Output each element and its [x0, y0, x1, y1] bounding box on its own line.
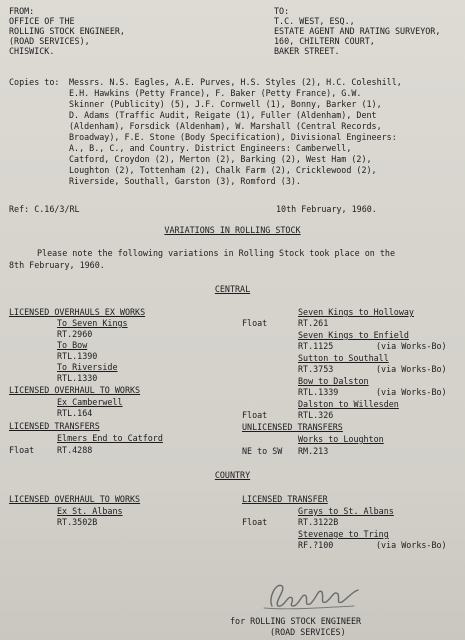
route: Stevenage to Tring	[298, 529, 389, 539]
copies-line: D. Adams (Traffic Audit, Reigate (1), Fuller (Aldenham), Dent	[69, 110, 377, 120]
origin: Ex Camberwell	[57, 397, 123, 407]
copies-line: Messrs. N.S. Eagles, A.E. Purves, H.S. Styles (2), H.C. Coleshill,	[69, 77, 402, 87]
intro-line: 8th February, 1960.	[9, 260, 105, 270]
vehicle-number: RT.3122B	[298, 517, 339, 527]
vehicle-number: RT.3753	[298, 364, 334, 374]
vehicle-number: RT.2960	[57, 329, 93, 339]
route: Elmers End to Catford	[57, 433, 163, 443]
date: 10th February, 1960.	[276, 204, 377, 214]
from-line: CHISWICK.	[9, 46, 55, 56]
document-title: VARIATIONS IN ROLLING STOCK	[164, 225, 301, 235]
destination: To Riverside	[57, 362, 118, 372]
from-line: (ROAD SERVICES),	[9, 36, 90, 46]
float-label: Float	[242, 318, 268, 328]
from-line: FROM:	[9, 6, 35, 16]
route: Seven Kings to Enfield	[298, 330, 409, 340]
copies-line: (Aldenham), Forsdick (Aldenham), W. Marshall (Central Records,	[69, 121, 382, 131]
to-line: TO:	[274, 6, 290, 16]
copies-line: Broadway), F.E. Stone (Body Specification), Divisional Engineers:	[69, 132, 397, 142]
vehicle-number: RTL.326	[298, 410, 334, 420]
reference: Ref: C.16/3/RL	[9, 204, 80, 214]
vehicle-number: RM.213	[298, 446, 329, 456]
overhauls-heading: LICENSED OVERHAULS EX WORKS	[9, 307, 146, 317]
signature-line: (ROAD SERVICES)	[270, 627, 346, 637]
to-line: 160, CHILTERN COURT,	[274, 36, 375, 46]
to-line: BAKER STREET.	[274, 46, 340, 56]
vehicle-number: RTL.1339	[298, 387, 339, 397]
float-label: Float	[242, 517, 268, 527]
to-line: ESTATE AGENT AND RATING SURVEYOR,	[274, 26, 441, 36]
float-label: Float	[9, 445, 35, 455]
vehicle-number: RT.1125	[298, 341, 334, 351]
central-heading: CENTRAL	[214, 284, 251, 294]
copies-line: A., B., C., and Country. District Engineers: Camberwell,	[69, 143, 352, 153]
signature-line: for ROLLING STOCK ENGINEER	[230, 616, 362, 626]
destination: To Seven Kings	[57, 318, 128, 328]
vehicle-number: RF.?100	[298, 540, 334, 550]
vehicle-number: RT.261	[298, 318, 329, 328]
from-line: ROLLING STOCK ENGINEER,	[9, 26, 125, 36]
via-note: (via Works-Bo)	[376, 540, 447, 550]
via-note: (via Works-Bo)	[376, 387, 447, 397]
destination: To Bow	[57, 340, 88, 350]
transfer-heading: LICENSED TRANSFER	[242, 494, 328, 504]
vehicle-number: RT.3502B	[57, 517, 98, 527]
route: Dalston to Willesden	[298, 399, 399, 409]
via-note: (via Works-Bo)	[376, 364, 447, 374]
copies-line: Skinner (Publicity) (5), J.F. Cornwell (1), Bonny, Barker (1),	[69, 99, 382, 109]
overhaul-to-works-heading: LICENSED OVERHAUL TO WORKS	[9, 385, 141, 395]
float-label: Float	[242, 410, 268, 420]
vehicle-number: RTL.164	[57, 408, 93, 418]
route: Grays to St. Albans	[298, 506, 394, 516]
route: Seven Kings to Holloway	[298, 307, 414, 317]
from-line: OFFICE OF THE	[9, 16, 75, 26]
route: Sutton to Southall	[298, 353, 389, 363]
route: Bow to Dalston	[298, 376, 369, 386]
via-note: (via Works-Bo)	[376, 341, 447, 351]
ne-sw-label: NE to SW	[242, 446, 283, 456]
route: Works to Loughton	[298, 434, 384, 444]
country-heading: COUNTRY	[214, 470, 251, 480]
origin: Ex St. Albans	[57, 506, 123, 516]
overhaul-to-works-heading: LICENSED OVERHAUL TO WORKS	[9, 494, 141, 504]
to-line: T.C. WEST, ESQ.,	[274, 16, 355, 26]
handwritten-signature	[258, 568, 368, 614]
unlicensed-heading: UNLICENSED TRANSFERS	[242, 422, 343, 432]
copies-label: Copies to:	[9, 77, 60, 87]
transfers-heading: LICENSED TRANSFERS	[9, 421, 100, 431]
vehicle-number: RT.4288	[57, 445, 93, 455]
vehicle-number: RTL.1390	[57, 351, 98, 361]
copies-line: E.H. Hawkins (Petty France), F. Baker (Petty France), G.W.	[69, 88, 362, 98]
intro-line: Please note the following variations in Rolling Stock took place on the	[37, 248, 395, 258]
copies-line: Catford, Croydon (2), Merton (2), Barking (2), West Ham (2),	[69, 154, 372, 164]
copies-line: Riverside, Southall, Garston (3), Romford (3).	[69, 176, 301, 186]
copies-line: Loughton (2), Tottenham (2), Chalk Farm (2), Cricklewood (2),	[69, 165, 377, 175]
vehicle-number: RTL.1330	[57, 373, 98, 383]
